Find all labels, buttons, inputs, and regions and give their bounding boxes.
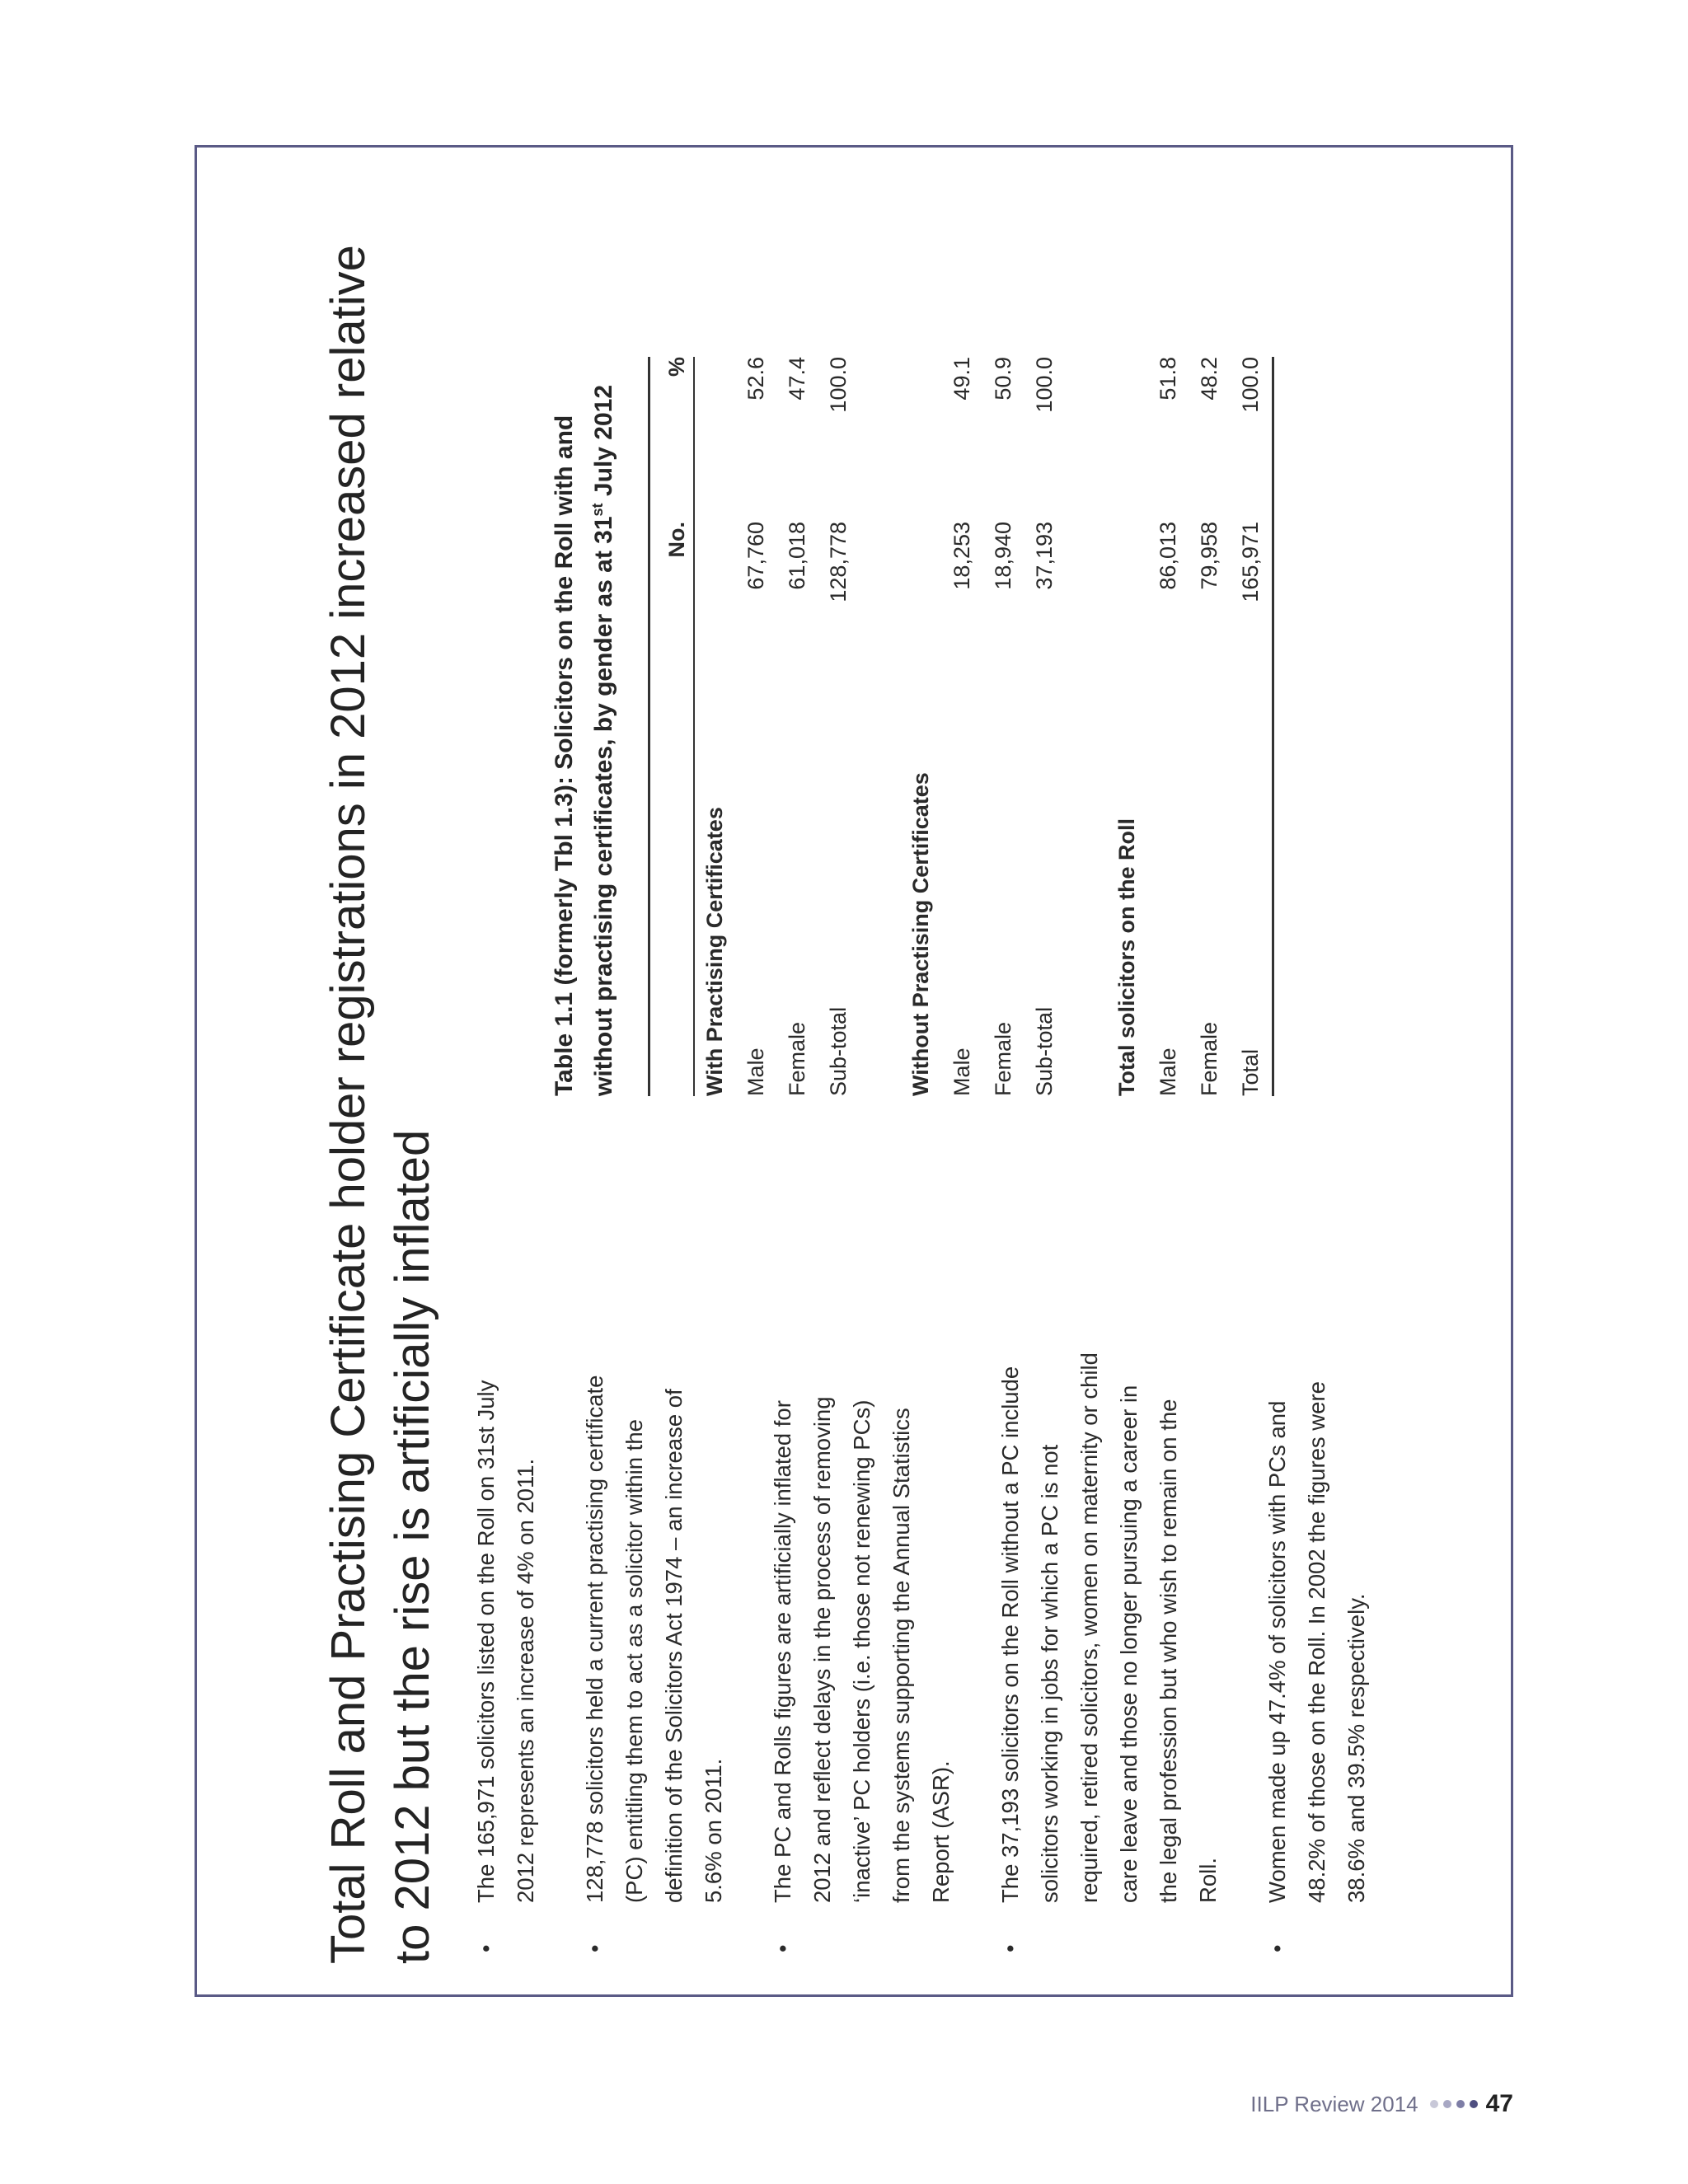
bullet-text: The 165,971 solicitors listed on the Roll on 31st July 2012 represents an increase of 4% on 2011. (473, 1380, 538, 1903)
row-number: 79,958 (1197, 522, 1221, 590)
table-row (942, 357, 983, 1096)
table-section-row (901, 357, 942, 1096)
row-label: Female (785, 1021, 809, 1096)
caption-superscript: st (589, 503, 606, 517)
row-number: 61,018 (785, 522, 809, 590)
bullet-item (763, 1352, 961, 1954)
row-percent: 47.4 (785, 357, 809, 401)
bullet-dot-icon: • (1265, 1944, 1290, 1952)
header-label (649, 725, 694, 1096)
row-label: Total (1231, 725, 1273, 1096)
row-percent: 48.2 (1197, 357, 1221, 401)
caption-line-2-start: without practising certificates, by gender as at 31 (590, 516, 617, 1096)
footer-dots (1430, 2100, 1478, 2108)
bullet-text: The 37,193 solicitors on the Roll without a PC include solicitors working in jobs for which a PC is not required, retired solicitors, women on maternity or child care leave and those no longer pursuing a career in the legal profession but who wish to remain on the Roll. (997, 1352, 1221, 1903)
table-spacer-row (1066, 357, 1107, 1096)
row-label: Sub-total (826, 1006, 851, 1096)
bullet-text: 128,778 solicitors held a current practising certificate (PC) entitling them to act as a solicitor within the definition of the Solicitors Act 1974 – an increase of 5.6% on 2011. (582, 1375, 726, 1903)
bullet-dot-icon: • (771, 1944, 795, 1952)
table-row (777, 357, 818, 1096)
footer-dot-icon (1470, 2100, 1478, 2108)
table-row (1189, 357, 1231, 1096)
row-label: Male (1156, 1047, 1180, 1096)
solicitors-table (648, 357, 1274, 1096)
row-percent: 51.8 (1156, 357, 1180, 401)
table-row (983, 357, 1025, 1096)
rotated-slide (195, 145, 1513, 1997)
row-percent: 52.6 (743, 357, 768, 401)
footer-dot-icon (1430, 2100, 1438, 2108)
row-number: 18,940 (991, 522, 1015, 590)
slide-title: Total Roll and Practising Certificate holder registrations in 2012 increased relative to 2012 but the rise is artificially inflated (321, 245, 439, 1964)
page-footer (1250, 2090, 1513, 2118)
table-section-row (694, 357, 736, 1096)
row-number: 37,193 (1032, 522, 1057, 590)
section-title: Total solicitors on the Roll (1114, 818, 1139, 1096)
table-row (1025, 357, 1066, 1096)
header-number: No. (649, 522, 694, 725)
row-label: Female (1197, 1021, 1221, 1096)
row-label: Female (991, 1021, 1015, 1096)
table-caption-line-1: Table 1.1 (formerly Tbl 1.3): Solicitors on the Roll with and (551, 415, 578, 1096)
bullet-dot-icon: • (998, 1944, 1023, 1952)
bullet-item (991, 1352, 1228, 1954)
row-label: Male (743, 1047, 768, 1096)
bullet-dot-icon: • (474, 1944, 499, 1952)
bullet-item (1258, 1352, 1376, 1954)
table-spacer-row (860, 357, 901, 1096)
section-title: With Practising Certificates (702, 807, 727, 1096)
bullet-list (467, 1352, 1406, 1954)
row-number: 128,778 (826, 522, 851, 602)
footer-dot-icon (1456, 2100, 1465, 2108)
table-caption-line-2 (584, 107, 624, 1096)
row-percent: 100.0 (1032, 357, 1057, 413)
table-row (1231, 357, 1273, 1096)
table-row (818, 357, 860, 1096)
row-percent: 100.0 (1231, 357, 1273, 522)
row-percent: 49.1 (950, 357, 974, 401)
page-number: 47 (1485, 2090, 1513, 2117)
row-number: 165,971 (1231, 522, 1273, 725)
table-header-row (649, 357, 694, 1096)
table-body (694, 357, 1273, 1096)
row-number: 67,760 (743, 522, 768, 590)
bullet-dot-icon: • (583, 1944, 607, 1952)
table-row (1148, 357, 1189, 1096)
table-row (736, 357, 777, 1096)
bullet-item (575, 1352, 734, 1954)
caption-line-2-end: July 2012 (590, 385, 617, 504)
section-title: Without Practising Certificates (908, 772, 933, 1096)
row-percent: 50.9 (991, 357, 1015, 401)
row-label: Male (950, 1047, 974, 1096)
bullet-text: Women made up 47.4% of solicitors with PCs and 48.2% of those on the Roll. In 2002 the figures were 38.6% and 39.5% respectively. (1264, 1381, 1369, 1903)
bullet-text: The PC and Rolls figures are artificially inflated for 2012 and reflect delays in the process of removing ‘inactive’ PC holders (i.e. those not renewing PCs) from the systems supporting the Annual Statistics Report (ASR). (770, 1396, 954, 1903)
row-number: 86,013 (1156, 522, 1180, 590)
footer-dot-icon (1443, 2100, 1451, 2108)
table-section-row (1107, 357, 1148, 1096)
row-label: Sub-total (1032, 1006, 1057, 1096)
header-percent: % (649, 357, 694, 522)
bullet-item (467, 1352, 546, 1954)
publication-name: IILP Review 2014 (1250, 2091, 1418, 2116)
row-percent: 100.0 (826, 357, 851, 413)
row-number: 18,253 (950, 522, 974, 590)
table-caption (545, 107, 624, 1096)
